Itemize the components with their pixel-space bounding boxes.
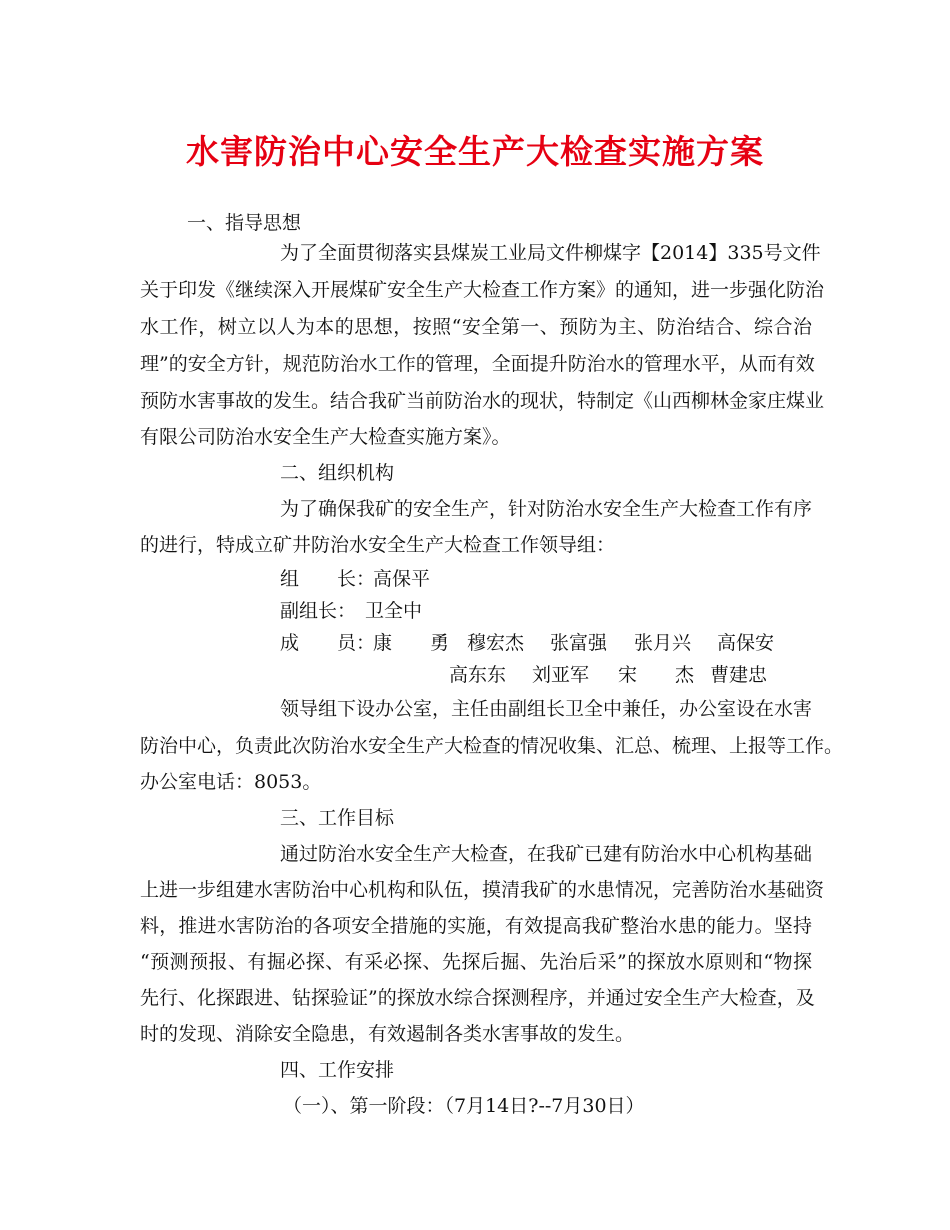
paragraph-line: 的进行，特成立矿井防治水安全生产大检查工作领导组：	[140, 534, 616, 556]
paragraph-line: 关于印发《继续深入开展煤矿安全生产大检查工作方案》的通知，进一步强化防治	[140, 279, 825, 301]
paragraph-line: 有限公司防治水安全生产大检查实施方案》。	[140, 426, 511, 448]
member-name: 曹建忠	[710, 664, 768, 686]
leader-name: 高保平	[373, 568, 431, 590]
deputy-label: 副组长：	[280, 600, 357, 622]
member-name: 张富强	[550, 632, 608, 654]
paragraph-line: “预测预报、有掘必探、有采必探、先探后掘、先治后采”的探放水原则和“物探	[140, 951, 812, 973]
subsection-heading-phase-one: （一）、第一阶段：（7月14日?--7月30日）	[283, 1095, 645, 1117]
paragraph-line: 料，推进水害防治的各项安全措施的实施，有效提高我矿整治水患的能力。坚持	[140, 915, 812, 937]
paragraph-line: 水工作，树立以人为本的思想，按照“安全第一、预防为主、防治结合、综合治	[140, 316, 812, 338]
member-name: 张月兴	[634, 632, 692, 654]
member-name: 高东东	[449, 664, 507, 686]
paragraph-line: 为了确保我矿的安全生产，针对防治水安全生产大检查工作有序	[280, 498, 813, 520]
section-heading-work-goal: 三、工作目标	[280, 807, 395, 829]
member-name: 刘亚军	[532, 664, 590, 686]
member-name: 康 勇	[373, 632, 450, 654]
paragraph-line: 通过防治水安全生产大检查，在我矿已建有防治水中心机构基础	[280, 843, 813, 865]
paragraph-line: 为了全面贯彻落实县煤炭工业局文件柳煤字【2014】335号文件	[280, 242, 821, 264]
section-heading-organization: 二、组织机构	[280, 462, 395, 484]
document-title: 水害防治中心安全生产大检查实施方案	[186, 132, 764, 171]
paragraph-line: 时的发现、消除安全隐患，有效遏制各类水害事故的发生。	[140, 1023, 635, 1045]
section-heading-guiding-thought: 一、指导思想	[187, 212, 302, 234]
members-label: 成 员：	[280, 632, 376, 654]
paragraph-line: 防治中心，负责此次防治水安全生产大检查的情况收集、汇总、梳理、上报等工作。	[140, 735, 844, 757]
deputy-name: 卫全中	[365, 600, 423, 622]
member-name: 宋 杰	[618, 664, 695, 686]
paragraph-line: 先行、化探跟进、钻探验证”的探放水综合探测程序，并通过安全生产大检查，及	[140, 987, 815, 1009]
member-name: 高保安	[717, 632, 775, 654]
paragraph-line: 理”的安全方针，规范防治水工作的管理，全面提升防治水的管理水平，从而有效	[140, 353, 815, 375]
paragraph-line: 领导组下设办公室，主任由副组长卫全中兼任，办公室设在水害	[280, 698, 813, 720]
paragraph-line: 预防水害事故的发生。结合我矿当前防治水的现状，特制定《山西柳林金家庄煤业	[140, 390, 825, 412]
paragraph-line: 办公室电话：8053。	[140, 771, 322, 793]
leader-label: 组 长：	[280, 568, 376, 590]
section-heading-work-arrangement: 四、工作安排	[280, 1059, 395, 1081]
paragraph-line: 上进一步组建水害防治中心机构和队伍，摸清我矿的水患情况，完善防治水基础资	[140, 879, 825, 901]
member-name: 穆宏杰	[467, 632, 525, 654]
